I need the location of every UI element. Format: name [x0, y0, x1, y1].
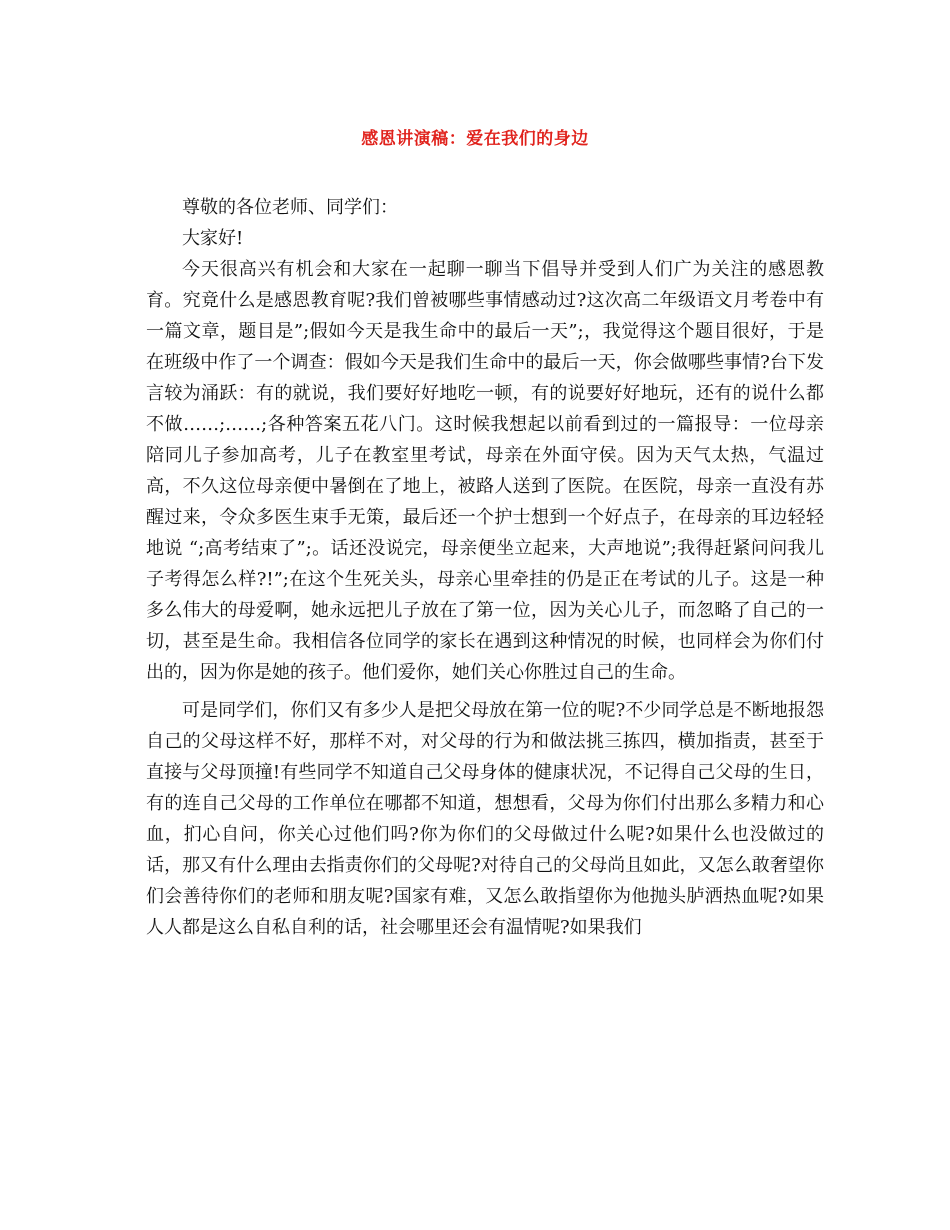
salutation: 尊敬的各位老师、同学们： — [182, 197, 398, 218]
document-title: 感恩讲演稿：爱在我们的身边 — [361, 129, 589, 149]
body-paragraph-1: 今天很高兴有机会和大家在一起聊一聊当下倡导并受到人们广为关注的感恩教育。究竟什么是感恩教育呢?我们曾被哪些事情感动过?这次高二年级语文月考卷中有一篇文章，题目是”;假如今天是我生命中的最后一天”;，我觉得这个题目很好，于是在班级中作了一个调查：假如今天是我们生命中的最后一天，你会做哪些事情?台下发言较为涌跃：有的就说，我们要好好地吃一顿，有的说要好好地玩，还有的说什么都不做……;……;各种答案五花八门。这时候我想起以前看到过的一篇报导：一位母亲陪同儿子参加高考，儿子在教室里考试，母亲在外面守侯。因为天气太热，气温过高，不久这位母亲便中暑倒在了地上，被路人送到了医院。在医院，母亲一直没有苏醒过来，令众多医生束手无策，最后还一个护士想到一个好点子，在母亲的耳边轻轻地说 “;高考结束了”;。话还没说完，母亲便坐立起来，大声地说”;我得赶紧问问我儿子考得怎么样?!”;在这个生死关头，母亲心里牵挂的仍是正在考试的儿子。这是一种多么伟大的母爱啊，她永远把儿子放在了第一位，因为关心儿子，而忽略了自己的一切，甚至是生命。我相信各位同学的家长在遇到这种情况的时候，也同样会为你们付出的，因为你是她的孩子。他们爱你，她们关心你胜过自己的生命。 — [146, 259, 824, 683]
greeting: 大家好! — [182, 228, 244, 249]
body-paragraph-2: 可是同学们，你们又有多少人是把父母放在第一位的呢?不少同学总是不断地报怨自己的父母这样不好，那样不对，对父母的行为和做法挑三拣四，横加指责，甚至于直接与父母顶撞!有些同学不知道自己父母身体的健康状况，不记得自己父母的生日，有的连自己父母的工作单位在哪都不知道，想想看，父母为你们付出那么多精力和心血，扪心自问，你关心过他们吗?你为你们的父母做过什么呢?如果什么也没做过的话，那又有什么理由去指责你们的父母呢?对待自己的父母尚且如此，又怎么敢奢望你们会善待你们的老师和朋友呢?国家有难，又怎么敢指望你为他抛头胪洒热血呢?如果人人都是这么自私自利的话，社会哪里还会有温情呢?如果我们 — [146, 700, 825, 938]
document-body — [146, 192, 824, 950]
